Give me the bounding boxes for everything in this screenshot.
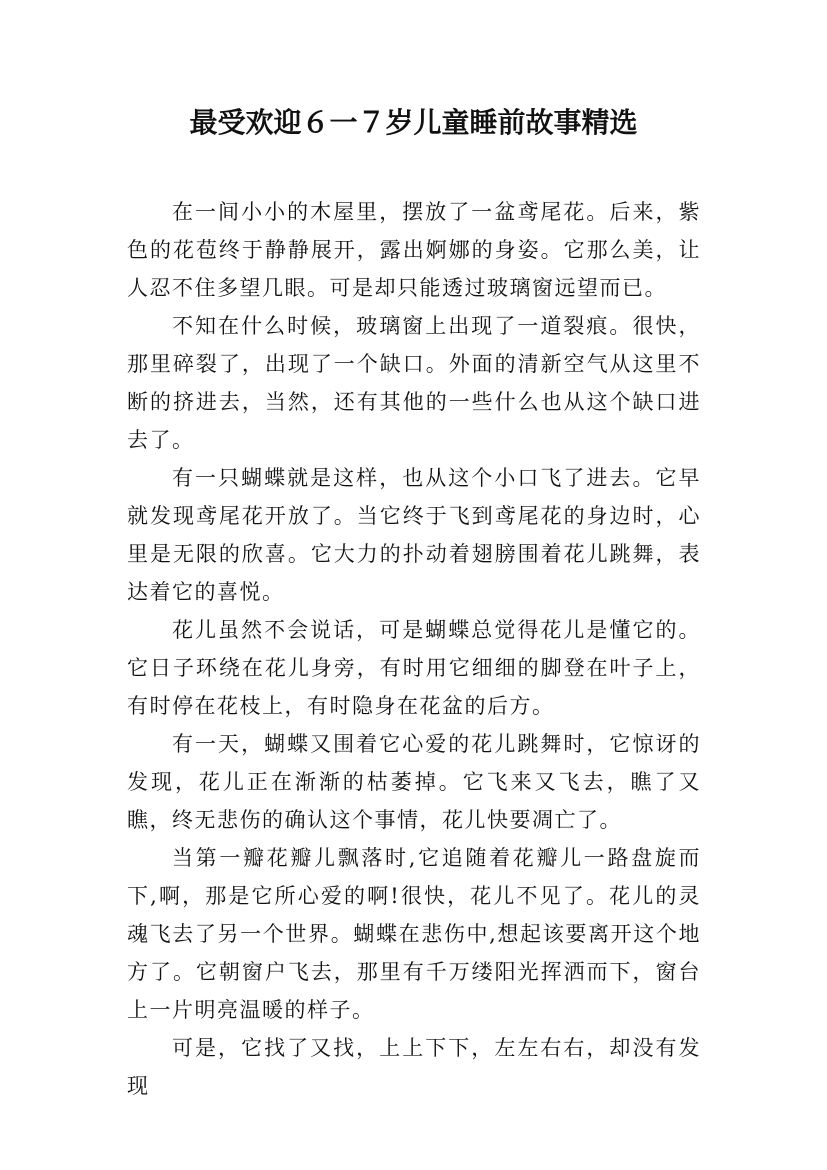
paragraph-2: 不知在什么时候，玻璃窗上出现了一道裂痕。很快，那里碎裂了，出现了一个缺口。外面的清新空气从这里不断的挤进去，当然，还有其他的一些什么也从这个缺口进去了。 [127, 314, 701, 452]
paragraph-6: 当第一瓣花瓣儿飘落时,它追随着花瓣儿一路盘旋而下,啊，那是它所心爱的啊!很快，花儿不见了。花儿的灵魂飞去了另一个世界。蝴蝶在悲伤中,想起该要离开这个地方了。它朝窗户飞去，那里有千万缕阳光挥洒而下，窗台上一片明亮温暖的样子。 [127, 846, 701, 1022]
document-title: 最受欢迎６一７岁儿童睡前故事精选 [189, 106, 638, 139]
paragraph-7: 可是，它找了又找，上上下下，左左右右，却没有发现 [127, 1036, 701, 1098]
paragraph-4: 花儿虽然不会说话，可是蝴蝶总觉得花儿是懂它的。它日子环绕在花儿身旁，有时用它细细的脚登在叶子上，有时停在花枝上，有时隐身在花盆的后方。 [127, 618, 701, 718]
paragraph-3: 有一只蝴蝶就是这样，也从这个小口飞了进去。它早就发现鸢尾花开放了。当它终于飞到鸢尾花的身边时，心里是无限的欣喜。它大力的扑动着翅膀围着花儿跳舞，表达着它的喜悦。 [127, 466, 701, 604]
paragraph-5: 有一天，蝴蝶又围着它心爱的花儿跳舞时，它惊讶的发现，花儿正在渐渐的枯萎掉。它飞来又飞去，瞧了又瞧，终无悲伤的确认这个事情，花儿快要凋亡了。 [127, 732, 701, 832]
story-body [127, 193, 701, 1105]
paragraph-1: 在一间小小的木屋里，摆放了一盆鸢尾花。后来，紫色的花苞终于静静展开，露出婀娜的身姿。它那么美，让人忍不住多望几眼。可是却只能透过玻璃窗远望而已。 [127, 200, 701, 300]
